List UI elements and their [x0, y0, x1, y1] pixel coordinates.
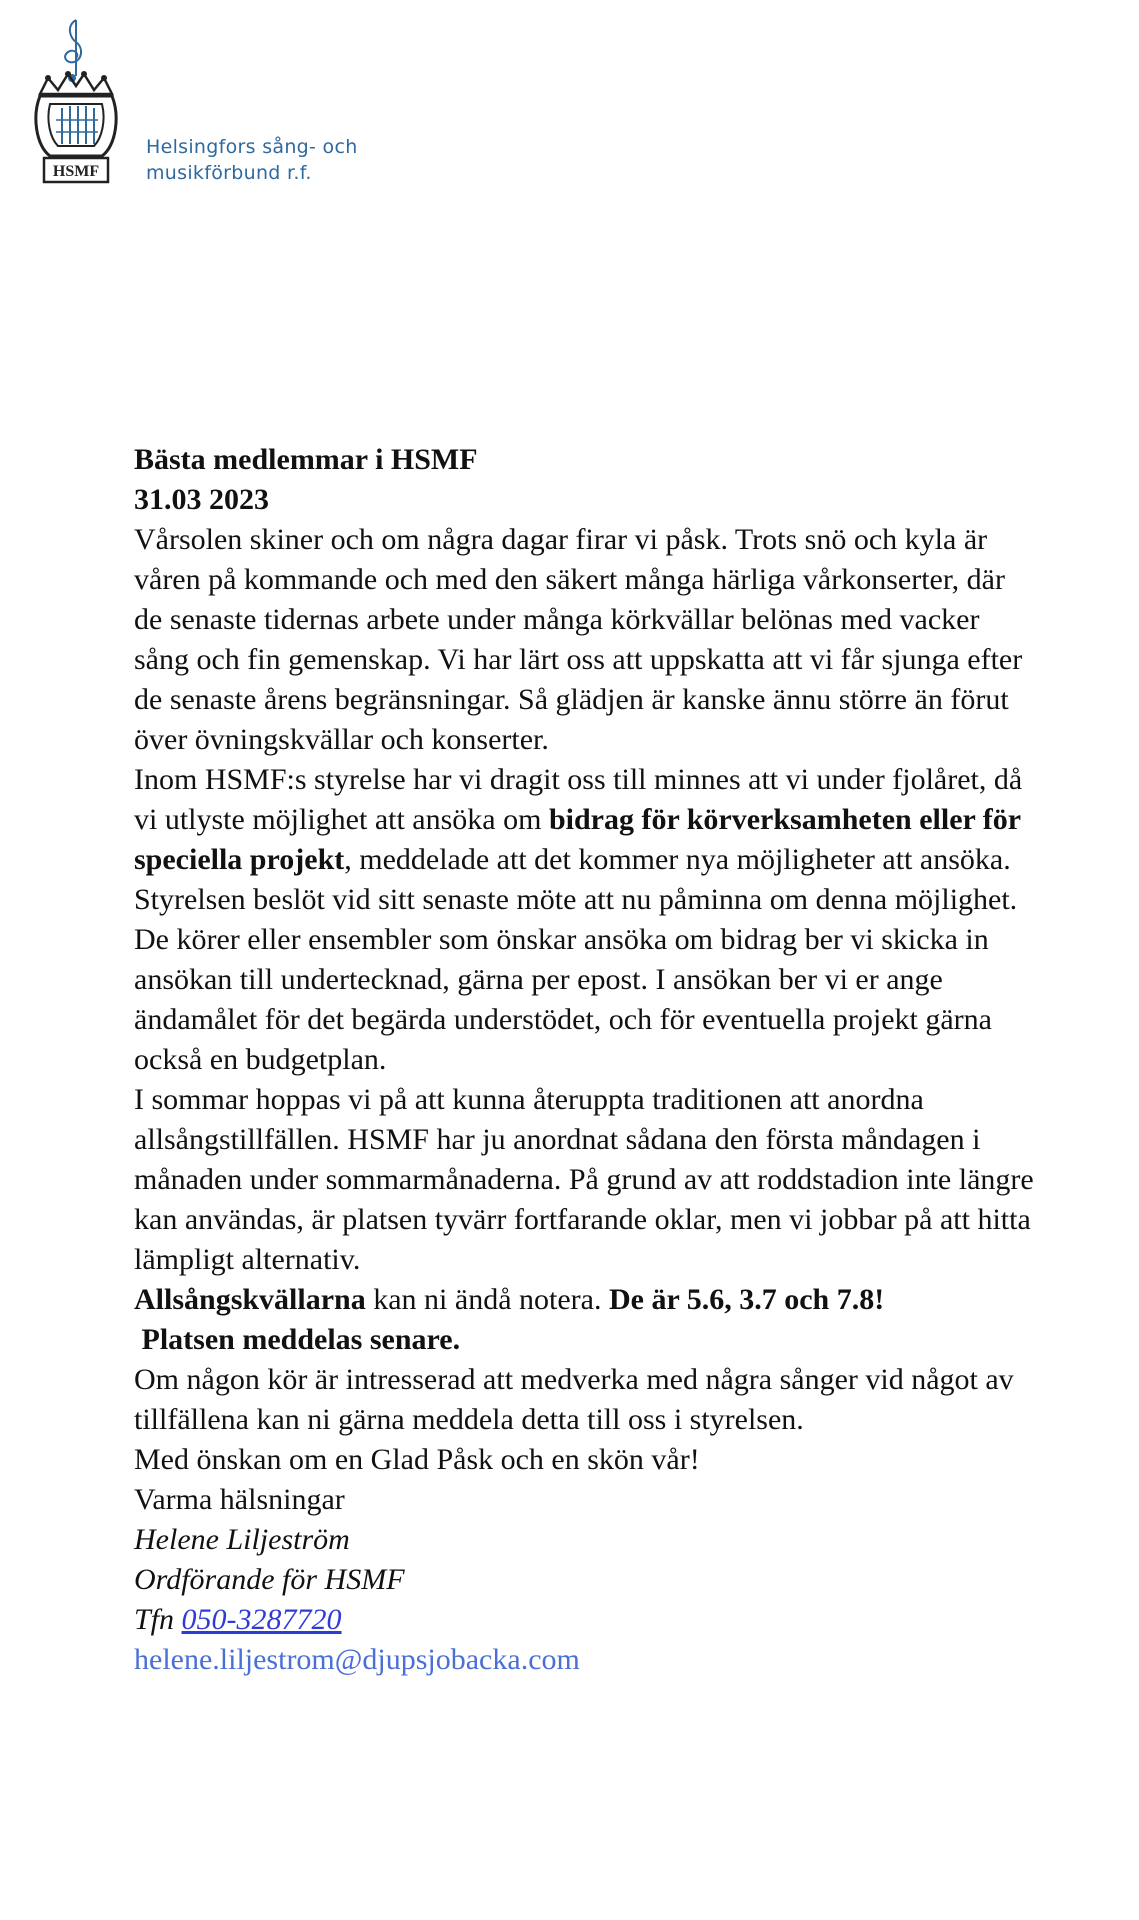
paragraph-dates-mid: kan ni ändå notera. — [365, 1283, 609, 1316]
paragraph-grants-start: Inom HSMF:s styrelse har vi dragit oss till minnes att vi under fjolåret, då vi utlyste möjlighet att ansöka om — [134, 763, 1023, 836]
hsmf-crest-logo — [26, 16, 126, 196]
phone-line — [134, 1600, 1034, 1640]
paragraph-grants-bold: bidrag för körverksamheten eller för speciella projekt — [134, 803, 1021, 876]
paragraph-spring: Vårsolen skiner och om några dagar firar vi påsk. Trots snö och kyla är våren på kommande och med den säkert många härliga vårkonserter, där de senaste tidernas arbete under många körkvällar belönas med vacker sång och fin gemenskap. Vi har lärt oss att uppskatta att vi får sjunga efter de senaste årens begränsningar. Så glädjen är kanske ännu större än förut över övningskvällar och konserter. — [134, 523, 1023, 756]
org-name — [146, 134, 358, 186]
venue-later-note: Platsen meddelas senare. — [134, 1323, 461, 1356]
org-logo-block — [26, 16, 446, 196]
paragraph-grants — [134, 760, 1034, 1080]
letter-body — [134, 440, 1034, 1680]
paragraph-dates — [134, 1280, 1034, 1320]
paragraph-participate: Om någon kör är intresserad att medverka med några sånger vid något av tillfällena kan ni gärna meddela detta till oss i styrelsen. — [134, 1363, 1014, 1436]
letter-date: 31.03 2023 — [134, 483, 269, 516]
closing-regards: Varma hälsningar — [134, 1483, 345, 1516]
signer-name: Helene Liljeström — [134, 1523, 350, 1556]
phone-label: Tfn — [134, 1603, 182, 1636]
allsang-dates: De är 5.6, 3.7 och 7.8! — [608, 1283, 885, 1316]
letter-greeting: Bästa medlemmar i HSMF — [134, 443, 478, 476]
paragraph-summer: I sommar hoppas vi på att kunna återuppta traditionen att anordna allsångstillfällen. HSMF har ju anordnat sådana den första måndagen i månaden under sommarmånaderna. På grund av att roddstadion inte längre kan användas, är platsen tyvärr fortfarande oklar, men vi jobbar på att hitta lämpligt alternativ. — [134, 1083, 1034, 1276]
org-name-line2: musikförbund r.f. — [146, 162, 312, 184]
paragraph-grants-end: , meddelade att det kommer nya möjligheter att ansöka. Styrelsen beslöt vid sitt senaste möte att nu påminna om denna möjlighet. De körer eller ensembler som önskar ansöka om bidrag ber vi skicka in ansökan till undertecknad, gärna per epost. I ansökan ber vi er ange ändamålet för det begärda understödet, och för eventuella projekt gärna också en budgetplan. — [134, 843, 1018, 1076]
org-name-line1: Helsingfors sång- och — [146, 136, 358, 158]
allsang-evenings-label: Allsångskvällarna — [134, 1283, 366, 1316]
logo-badge-text: HSMF — [52, 163, 100, 180]
signer-title: Ordförande för HSMF — [134, 1563, 405, 1596]
easter-wish: Med önskan om en Glad Påsk och en skön vår! — [134, 1443, 700, 1476]
phone-link[interactable]: 050-3287720 — [181, 1603, 342, 1636]
email-address[interactable]: helene.liljestrom@djupsjobacka.com — [134, 1643, 580, 1676]
